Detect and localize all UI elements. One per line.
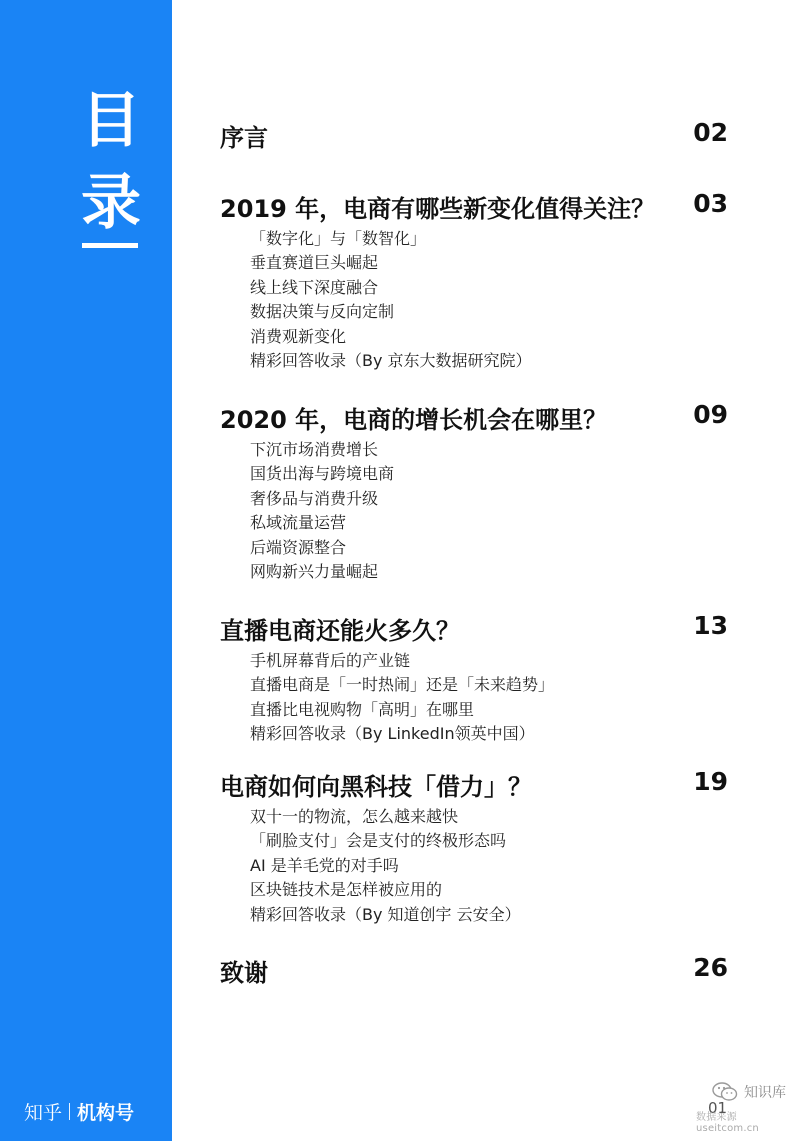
brand-separator — [69, 1103, 70, 1120]
toc-item[interactable]: 消费观新变化 — [250, 326, 347, 346]
toc-title-char: 录 — [81, 168, 141, 238]
toc-item[interactable]: 下沉市场消费增长 — [250, 440, 379, 459]
section-title[interactable]: 序言 — [220, 124, 268, 152]
toc-item[interactable]: 直播比电视购物「高明」在哪里 — [250, 699, 475, 719]
toc-item[interactable]: 「刷脸支付」会是支付的终极形态吗 — [250, 831, 507, 851]
toc-item[interactable]: 「数字化」与「数智化」 — [250, 229, 427, 248]
watermark-url: 数据来源 useitcom.cn — [696, 1112, 759, 1134]
toc-item[interactable]: 私域流量运营 — [250, 513, 347, 533]
brand-name: 知乎 — [24, 1102, 63, 1124]
section-title[interactable]: 2019 年，电商有哪些新变化值得关注？ — [220, 195, 656, 223]
toc-item[interactable]: 直播电商是「一时热闹」还是「未来趋势」 — [250, 675, 555, 695]
toc-item[interactable]: 区块链技术是怎样被应用的 — [250, 880, 443, 900]
toc-section — [220, 189, 730, 373]
brand-subtitle: 机构号 — [77, 1102, 135, 1124]
toc-item[interactable]: 双十一的物流，怎么越来越快 — [250, 807, 459, 826]
toc-item[interactable]: 线上线下深度融合 — [250, 277, 379, 297]
title-underline — [82, 243, 138, 248]
sidebar — [0, 0, 172, 1141]
page-number: 01 — [708, 1099, 728, 1117]
section-title[interactable]: 电商如何向黑科技「借力」？ — [220, 773, 532, 801]
toc-item[interactable]: 后端资源整合 — [250, 537, 347, 557]
toc-item[interactable]: AI 是羊毛党的对手吗 — [250, 855, 399, 875]
toc-section — [220, 953, 730, 989]
toc-item[interactable]: 垂直赛道巨头崛起 — [250, 253, 379, 273]
section-title[interactable]: 2020 年，电商的增长机会在哪里？ — [220, 406, 608, 434]
toc-title — [78, 80, 144, 244]
toc-section — [220, 611, 730, 747]
toc-section — [220, 118, 730, 154]
section-page-number: 26 — [693, 953, 728, 982]
toc-item[interactable]: 国货出海与跨境电商 — [250, 464, 395, 484]
section-title[interactable]: 致谢 — [220, 959, 268, 987]
section-page-number: 13 — [693, 611, 728, 640]
toc-section — [220, 767, 730, 927]
toc-title-char: 目 — [81, 86, 141, 156]
toc-section — [220, 400, 730, 584]
toc-item[interactable]: 奢侈品与消费升级 — [250, 488, 379, 508]
section-page-number: 02 — [693, 118, 728, 147]
section-title[interactable]: 直播电商还能火多久？ — [220, 617, 460, 645]
section-page-number: 19 — [693, 767, 728, 796]
toc-item[interactable]: 手机屏幕背后的产业链 — [250, 651, 411, 670]
toc-item[interactable]: 数据决策与反向定制 — [250, 302, 395, 322]
watermark-name: 知识库 — [744, 1085, 786, 1101]
brand-logo — [24, 1098, 134, 1125]
toc-item[interactable]: 精彩回答收录（By 京东大数据研究院） — [250, 351, 532, 371]
toc-item[interactable]: 精彩回答收录（By 知道创宇 云安全） — [250, 904, 521, 924]
toc-item[interactable]: 网购新兴力量崛起 — [250, 562, 379, 582]
section-page-number: 03 — [693, 189, 728, 218]
section-page-number: 09 — [693, 400, 728, 429]
toc-item[interactable]: 精彩回答收录（By LinkedIn领英中国） — [250, 724, 535, 744]
